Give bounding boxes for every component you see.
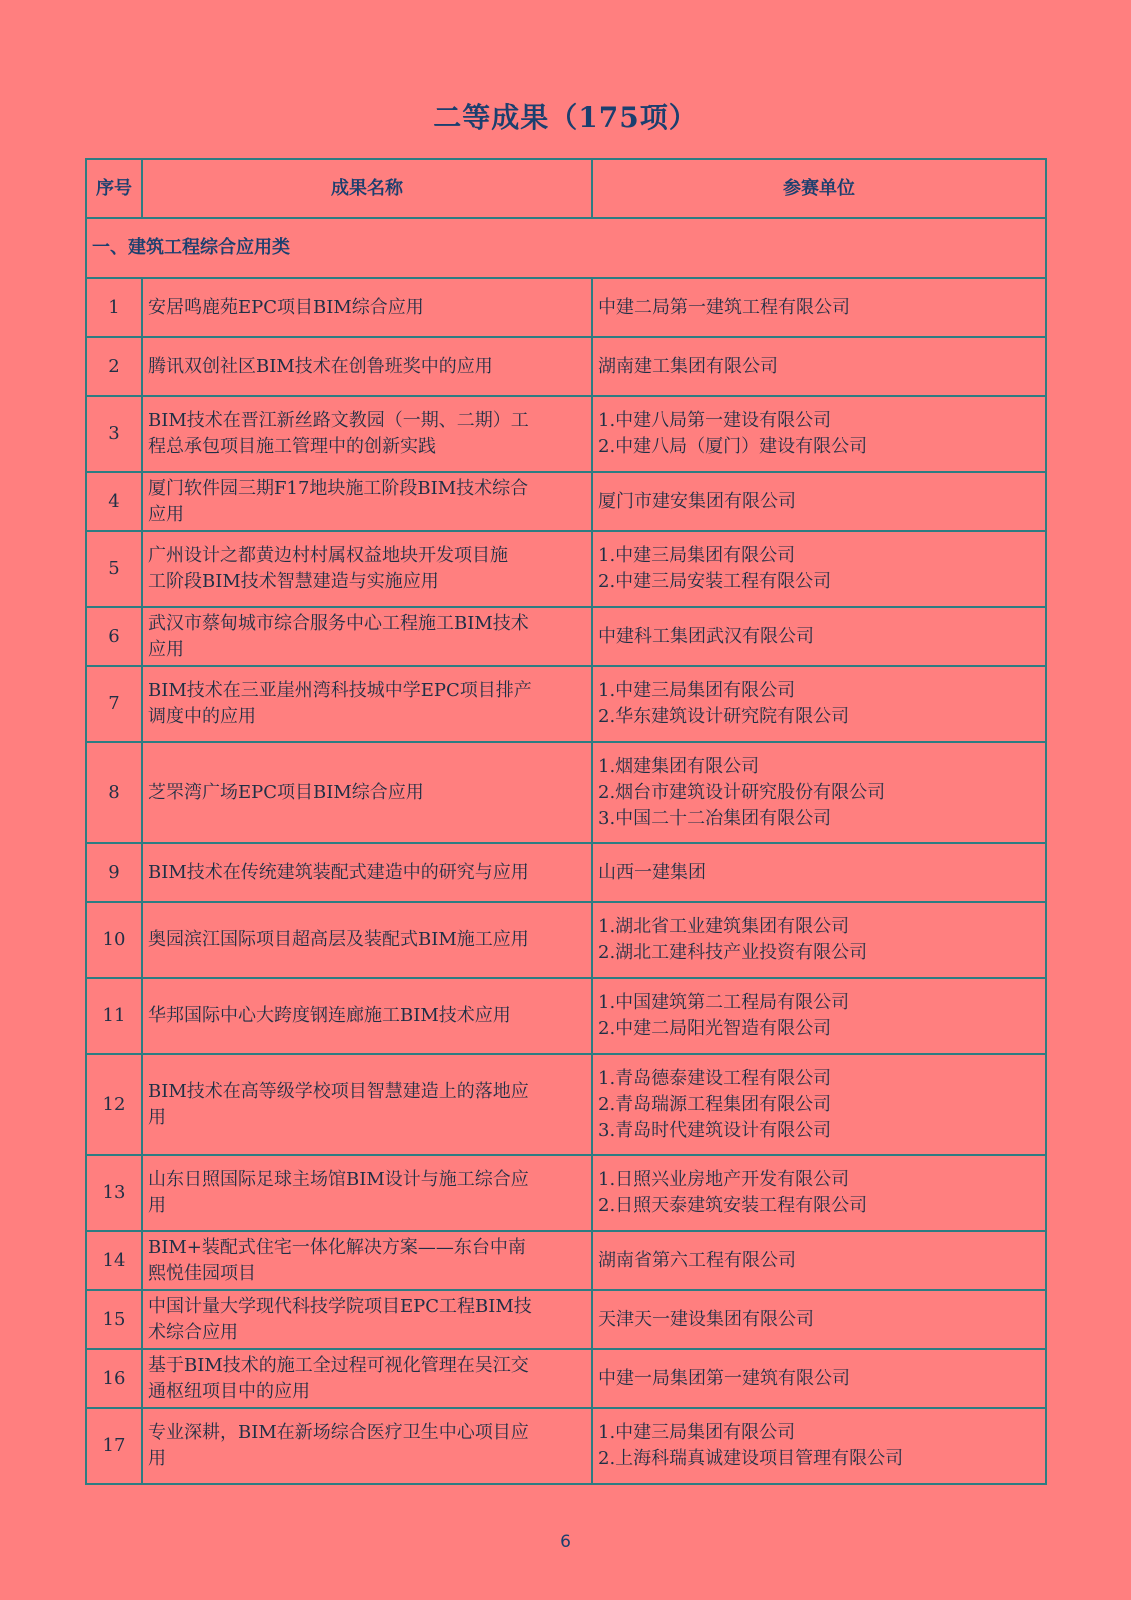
table-row	[86, 843, 1046, 902]
results-table	[85, 158, 1047, 1485]
category-row	[86, 218, 1046, 278]
achievement-name	[142, 1054, 592, 1155]
achievement-name	[142, 1349, 592, 1408]
table-row	[86, 1290, 1046, 1349]
participating-unit	[592, 742, 1046, 843]
participating-unit-line: 1.中建三局集团有限公司	[598, 680, 796, 701]
participating-unit-line: 中建一局集团第一建筑有限公司	[598, 1367, 850, 1389]
header-unit: 参赛单位	[592, 159, 1046, 218]
participating-unit-line: 中建二局第一建筑工程有限公司	[598, 296, 850, 318]
participating-unit	[592, 843, 1046, 902]
table-row	[86, 666, 1046, 742]
achievement-name-line: 应用	[148, 503, 184, 525]
participating-unit	[592, 531, 1046, 607]
participating-unit-line: 1.日照兴业房地产开发有限公司	[598, 1169, 850, 1190]
achievement-name-line: 基于BIM技术的施工全过程可视化管理在吴江交	[148, 1354, 529, 1376]
participating-unit	[592, 1155, 1046, 1231]
participating-unit	[592, 472, 1046, 531]
achievement-name-line: 奥园滨江国际项目超高层及装配式BIM施工应用	[148, 929, 529, 950]
table-row	[86, 1155, 1046, 1231]
achievement-name-line: BIM技术在三亚崖州湾科技城中学EPC项目排产	[148, 680, 532, 701]
achievement-name-line: 厦门软件园三期F17地块施工阶段BIM技术综合	[148, 477, 529, 499]
page-title: 二等成果（175项）	[433, 101, 698, 134]
table-row	[86, 531, 1046, 607]
participating-unit	[592, 1054, 1046, 1155]
achievement-name	[142, 1408, 592, 1484]
achievement-name	[142, 1231, 592, 1290]
participating-unit-line: 1.湖北省工业建筑集团有限公司	[598, 916, 850, 937]
achievement-name-line: 工阶段BIM技术智慧建造与实施应用	[148, 571, 439, 592]
participating-unit-line: 2.华东建筑设计研究院有限公司	[598, 706, 850, 727]
row-number: 8	[86, 742, 142, 843]
table-row	[86, 742, 1046, 843]
achievement-name	[142, 607, 592, 666]
row-number: 2	[86, 337, 142, 396]
participating-unit	[592, 607, 1046, 666]
table-row	[86, 337, 1046, 396]
page-number: 6	[560, 1532, 571, 1552]
achievement-name-line: 应用	[148, 638, 184, 660]
participating-unit	[592, 1290, 1046, 1349]
table-row	[86, 1054, 1046, 1155]
achievement-name	[142, 337, 592, 396]
achievement-name-line: 专业深耕，BIM在新场综合医疗卫生中心项目应	[148, 1422, 529, 1443]
row-number: 17	[86, 1408, 142, 1484]
table-row	[86, 1408, 1046, 1484]
table-row	[86, 978, 1046, 1054]
participating-unit-line: 3.青岛时代建筑设计有限公司	[598, 1119, 832, 1141]
participating-unit-line: 1.中建三局集团有限公司	[598, 545, 796, 566]
table-row	[86, 1231, 1046, 1290]
participating-unit-line: 2.上海科瑞真诚建设项目管理有限公司	[598, 1448, 904, 1469]
participating-unit	[592, 396, 1046, 472]
achievement-name	[142, 978, 592, 1054]
row-number: 7	[86, 666, 142, 742]
participating-unit-line: 2.中建二局阳光智造有限公司	[598, 1018, 832, 1039]
table-row	[86, 607, 1046, 666]
achievement-name-line: 用	[148, 1195, 166, 1216]
participating-unit-line: 3.中国二十二冶集团有限公司	[598, 807, 832, 829]
row-number: 3	[86, 396, 142, 472]
participating-unit	[592, 666, 1046, 742]
achievement-name-line: 安居鸣鹿苑EPC项目BIM综合应用	[148, 296, 424, 318]
row-number: 16	[86, 1349, 142, 1408]
row-number: 11	[86, 978, 142, 1054]
row-number: 5	[86, 531, 142, 607]
participating-unit-line: 山西一建集团	[598, 861, 706, 883]
table-row	[86, 278, 1046, 337]
achievement-name	[142, 1155, 592, 1231]
participating-unit	[592, 1231, 1046, 1290]
participating-unit-line: 天津天一建设集团有限公司	[598, 1308, 814, 1330]
achievement-name	[142, 666, 592, 742]
row-number: 15	[86, 1290, 142, 1349]
participating-unit	[592, 978, 1046, 1054]
participating-unit-line: 2.日照天泰建筑安装工程有限公司	[598, 1195, 868, 1216]
participating-unit-line: 厦门市建安集团有限公司	[598, 490, 796, 512]
row-number: 14	[86, 1231, 142, 1290]
participating-unit	[592, 1408, 1046, 1484]
achievement-name	[142, 472, 592, 531]
achievement-name-line: 广州设计之都黄边村村属权益地块开发项目施	[148, 545, 508, 566]
achievement-name-line: 程总承包项目施工管理中的创新实践	[148, 436, 436, 457]
participating-unit-line: 1.中建八局第一建设有限公司	[598, 410, 832, 431]
row-number: 13	[86, 1155, 142, 1231]
participating-unit-line: 1.烟建集团有限公司	[598, 755, 760, 777]
participating-unit	[592, 902, 1046, 978]
achievement-name-line: BIM+装配式住宅一体化解决方案——东台中南	[148, 1236, 526, 1258]
participating-unit-line: 2.中建三局安装工程有限公司	[598, 571, 832, 592]
achievement-name	[142, 531, 592, 607]
row-number: 6	[86, 607, 142, 666]
row-number: 4	[86, 472, 142, 531]
achievement-name-line: 术综合应用	[148, 1321, 238, 1343]
participating-unit	[592, 278, 1046, 337]
table-header-row	[86, 159, 1046, 218]
achievement-name	[142, 742, 592, 843]
row-number: 9	[86, 843, 142, 902]
row-number: 1	[86, 278, 142, 337]
category-label: 一、建筑工程综合应用类	[86, 218, 1046, 278]
participating-unit	[592, 1349, 1046, 1408]
achievement-name-line: BIM技术在传统建筑装配式建造中的研究与应用	[148, 861, 529, 883]
participating-unit-line: 1.青岛德泰建设工程有限公司	[598, 1067, 832, 1089]
achievement-name-line: 山东日照国际足球主场馆BIM设计与施工综合应	[148, 1169, 529, 1190]
table-row	[86, 472, 1046, 531]
achievement-name-line: 通枢纽项目中的应用	[148, 1380, 310, 1402]
participating-unit-line: 2.湖北工建科技产业投资有限公司	[598, 942, 868, 963]
achievement-name	[142, 396, 592, 472]
achievement-name-line: BIM技术在高等级学校项目智慧建造上的落地应	[148, 1080, 529, 1102]
participating-unit-line: 2.中建八局（厦门）建设有限公司	[598, 436, 868, 457]
achievement-name-line: 用	[148, 1448, 166, 1469]
participating-unit-line: 1.中建三局集团有限公司	[598, 1422, 796, 1443]
participating-unit-line: 中建科工集团武汉有限公司	[598, 625, 814, 647]
header-no: 序号	[86, 159, 142, 218]
achievement-name-line: 调度中的应用	[148, 706, 256, 727]
achievement-name-line: 中国计量大学现代科技学院项目EPC工程BIM技	[148, 1295, 532, 1317]
participating-unit-line: 湖南省第六工程有限公司	[598, 1249, 796, 1271]
participating-unit-line: 1.中国建筑第二工程局有限公司	[598, 992, 850, 1013]
achievement-name-line: BIM技术在晋江新丝路文教园（一期、二期）工	[148, 410, 529, 431]
achievement-name-line: 用	[148, 1106, 166, 1128]
table-row	[86, 396, 1046, 472]
achievement-name	[142, 902, 592, 978]
achievement-name	[142, 278, 592, 337]
achievement-name-line: 芝罘湾广场EPC项目BIM综合应用	[148, 781, 424, 803]
participating-unit	[592, 337, 1046, 396]
participating-unit-line: 2.烟台市建筑设计研究股份有限公司	[598, 781, 886, 803]
achievement-name-line: 武汉市蔡甸城市综合服务中心工程施工BIM技术	[148, 612, 529, 634]
achievement-name-line: 华邦国际中心大跨度钢连廊施工BIM技术应用	[148, 1005, 511, 1026]
row-number: 10	[86, 902, 142, 978]
participating-unit-line: 湖南建工集团有限公司	[598, 355, 778, 377]
table-row	[86, 1349, 1046, 1408]
achievement-name	[142, 843, 592, 902]
achievement-name	[142, 1290, 592, 1349]
achievement-name-line: 熙悦佳园项目	[148, 1262, 256, 1284]
participating-unit-line: 2.青岛瑞源工程集团有限公司	[598, 1093, 832, 1115]
header-name: 成果名称	[142, 159, 592, 218]
achievement-name-line: 腾讯双创社区BIM技术在创鲁班奖中的应用	[148, 355, 493, 377]
table-row	[86, 902, 1046, 978]
row-number: 12	[86, 1054, 142, 1155]
